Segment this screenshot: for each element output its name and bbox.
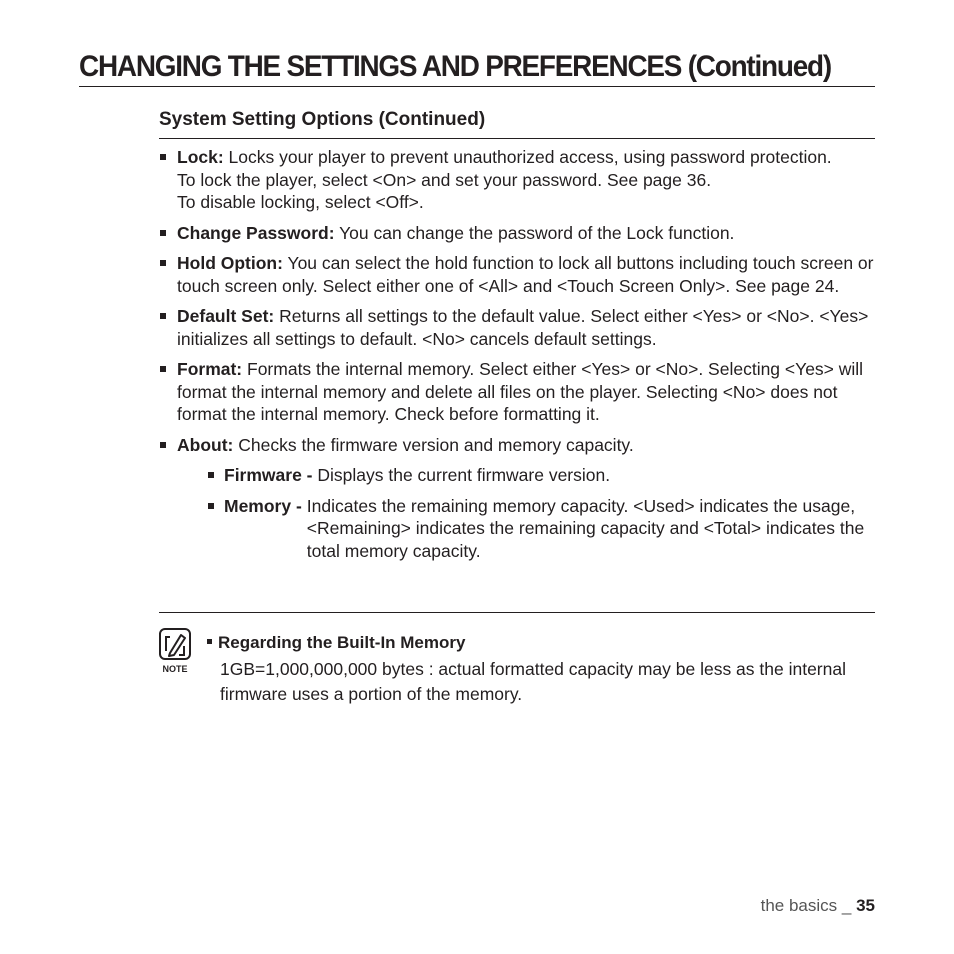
- item-text: Formats the internal memory. Select either <Yes> or <No>. Selecting <Yes> will format the internal memory and delete all files on the player. Selecting <No> does not format the internal memory. Check before formatting it.: [177, 359, 864, 424]
- square-bullet-icon: [207, 639, 212, 644]
- item-label: Change Password:: [177, 222, 335, 243]
- page-title: CHANGING THE SETTINGS AND PREFERENCES (Continued): [79, 50, 831, 83]
- item-text: You can change the password of the Lock function.: [334, 222, 735, 243]
- item-text: Checks the firmware version and memory capacity.: [233, 434, 634, 455]
- note-body: 1GB=1,000,000,000 bytes : actual formatted capacity may be less as the internal firmware uses a portion of the memory.: [220, 659, 846, 704]
- item-extra: To disable locking, select <Off>.: [177, 192, 424, 212]
- list-item-default-set: [159, 305, 875, 350]
- note-icon-label: NOTE: [162, 664, 188, 674]
- settings-list: [159, 146, 875, 570]
- square-bullet-icon: [160, 366, 166, 372]
- square-bullet-icon: [160, 313, 166, 319]
- square-bullet-icon: [160, 442, 166, 448]
- page-footer: [761, 895, 875, 917]
- sub-item-text: Indicates the remaining memory capacity. <Used> indicates the usage, <Remaining> indicates the remaining capacity and <Total> indicates the total memory capacity.: [306, 495, 865, 561]
- list-item-about: [159, 434, 875, 457]
- list-item-change-password: [159, 222, 875, 245]
- square-bullet-icon: [160, 154, 166, 160]
- note-pencil-icon: [159, 628, 191, 674]
- sub-item-text: Displays the current firmware version.: [312, 465, 611, 485]
- square-bullet-icon: [208, 503, 214, 509]
- sub-item-memory: [159, 495, 875, 563]
- footer-section: the basics _: [760, 896, 857, 915]
- item-label: Default Set:: [177, 306, 275, 326]
- item-label: About:: [177, 434, 234, 455]
- section-divider: [159, 138, 875, 139]
- item-text: You can select the hold function to lock all buttons including touch screen or touch screen only. Select either one of <All> and <Touch Screen Only>. See page 24.: [177, 253, 874, 296]
- note-heading-text: Regarding the Built-In Memory: [218, 633, 466, 652]
- item-label: Format:: [177, 359, 243, 379]
- list-item-hold-option: [159, 252, 875, 297]
- square-bullet-icon: [208, 472, 214, 478]
- item-label: Hold Option:: [177, 253, 283, 273]
- title-divider: [79, 86, 875, 87]
- list-divider: [159, 612, 875, 613]
- note-heading: [207, 632, 465, 654]
- item-extra: To lock the player, select <On> and set your password. See page 36.: [177, 169, 712, 190]
- list-item-lock: [159, 146, 875, 214]
- sub-item-firmware: [159, 464, 875, 487]
- item-text: Locks your player to prevent unauthorized access, using password protection.: [223, 147, 832, 167]
- square-bullet-icon: [160, 260, 166, 266]
- list-item-format: [159, 358, 875, 426]
- sub-item-label: Memory -: [224, 495, 302, 516]
- item-label: Lock:: [177, 147, 224, 167]
- section-heading: System Setting Options (Continued): [159, 109, 486, 130]
- square-bullet-icon: [160, 230, 166, 236]
- sub-item-label: Firmware -: [224, 465, 313, 485]
- page-number: 35: [856, 896, 875, 915]
- item-text: Returns all settings to the default value. Select either <Yes> or <No>. <Yes> initializes all settings to default. <No> cancels default settings.: [177, 306, 869, 349]
